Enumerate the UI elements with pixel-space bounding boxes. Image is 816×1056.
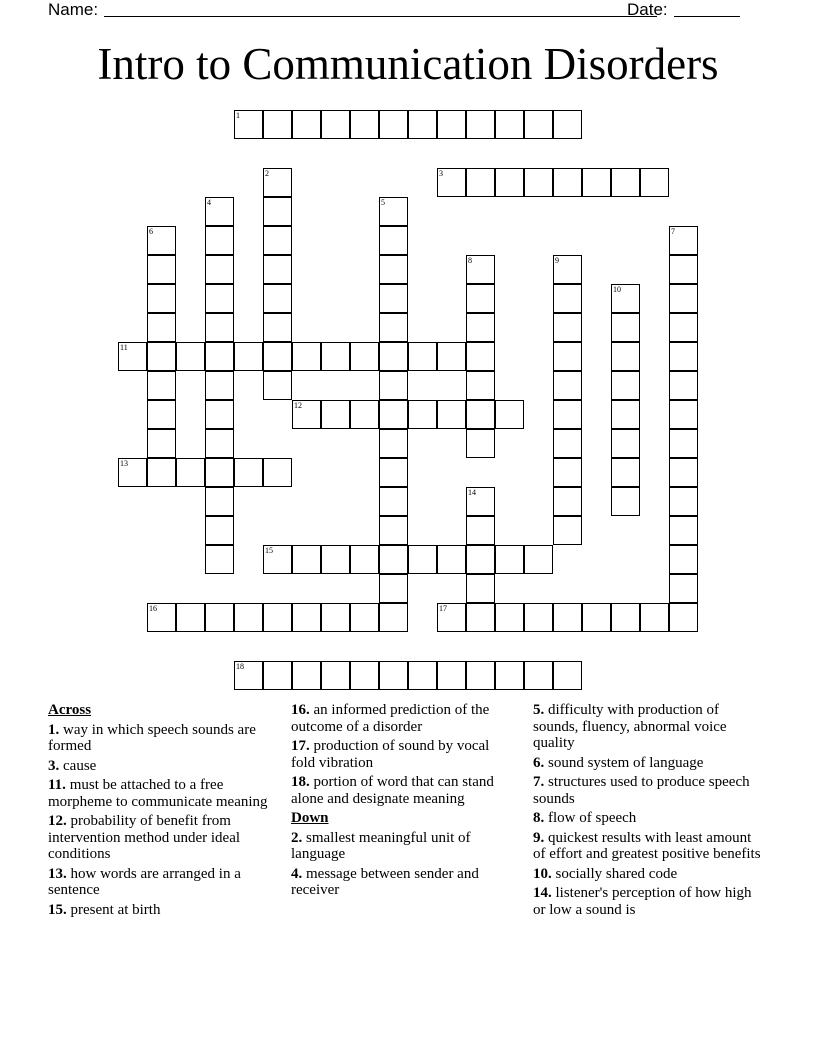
grid-cell[interactable] xyxy=(669,458,698,487)
clue-number: 9 xyxy=(555,256,559,265)
grid-cell[interactable] xyxy=(234,342,263,371)
grid-cell[interactable] xyxy=(350,342,379,371)
grid-cell[interactable] xyxy=(669,429,698,458)
grid-cell[interactable] xyxy=(408,110,437,139)
grid-cell[interactable] xyxy=(263,168,292,197)
grid-cell[interactable] xyxy=(321,110,350,139)
clue-number: 12 xyxy=(294,401,302,410)
grid-cell[interactable] xyxy=(553,110,582,139)
grid-cell[interactable] xyxy=(263,342,292,371)
grid-cell[interactable] xyxy=(147,400,176,429)
across-clue: 18. portion of word that can stand alone and designate meaning xyxy=(291,774,494,807)
grid-cell[interactable] xyxy=(553,168,582,197)
across-clue: 12. probability of benefit from intervention method under ideal conditions xyxy=(48,813,241,862)
grid-cell[interactable] xyxy=(263,255,292,284)
grid-cell[interactable] xyxy=(640,168,669,197)
grid-cell[interactable] xyxy=(466,429,495,458)
grid-cell[interactable] xyxy=(495,661,524,690)
grid-cell[interactable] xyxy=(669,226,698,255)
name-label: Name: xyxy=(48,0,99,19)
grid-cell[interactable] xyxy=(495,110,524,139)
grid-cell[interactable] xyxy=(292,603,321,632)
grid-cell[interactable] xyxy=(466,168,495,197)
grid-cell[interactable] xyxy=(466,661,495,690)
grid-cell[interactable] xyxy=(147,255,176,284)
grid-cell[interactable] xyxy=(379,197,408,226)
grid-cell[interactable] xyxy=(669,545,698,574)
clue-number: 6 xyxy=(149,227,153,236)
grid-cell[interactable] xyxy=(205,226,234,255)
grid-cell[interactable] xyxy=(553,661,582,690)
across-clue: 11. must be attached to a free morpheme to communicate meaning xyxy=(48,777,268,810)
grid-cell[interactable] xyxy=(553,342,582,371)
grid-cell[interactable] xyxy=(321,661,350,690)
grid-cell[interactable] xyxy=(205,284,234,313)
down-clue: 8. flow of speech xyxy=(533,810,637,826)
grid-cell[interactable] xyxy=(147,429,176,458)
grid-cell[interactable] xyxy=(437,168,466,197)
down-clue: 7. structures used to produce speech sounds xyxy=(533,774,750,807)
grid-cell[interactable] xyxy=(205,400,234,429)
grid-cell[interactable] xyxy=(292,110,321,139)
grid-cell[interactable] xyxy=(147,342,176,371)
clue-number: 2 xyxy=(265,169,269,178)
clues-column-3 xyxy=(533,702,763,921)
grid-cell[interactable] xyxy=(524,168,553,197)
down-clue: 9. quickest results with least amount of effort and greatest positive benefits xyxy=(533,829,761,862)
clue-number: 11 xyxy=(120,343,128,352)
grid-cell[interactable] xyxy=(553,371,582,400)
grid-cell[interactable] xyxy=(321,342,350,371)
grid-cell[interactable] xyxy=(350,603,379,632)
grid-cell[interactable] xyxy=(205,487,234,516)
grid-cell[interactable] xyxy=(147,226,176,255)
grid-cell[interactable] xyxy=(263,197,292,226)
grid-cell[interactable] xyxy=(350,400,379,429)
grid-cell[interactable] xyxy=(582,168,611,197)
clue-number: 16 xyxy=(149,604,157,613)
grid-cell[interactable] xyxy=(205,603,234,632)
grid-cell[interactable] xyxy=(205,313,234,342)
grid-cell[interactable] xyxy=(611,400,640,429)
clue-number: 14 xyxy=(468,488,476,497)
grid-cell[interactable] xyxy=(611,371,640,400)
grid-cell[interactable] xyxy=(379,545,408,574)
grid-cell[interactable] xyxy=(669,400,698,429)
clue-number: 10 xyxy=(613,285,621,294)
clue-number: 15 xyxy=(265,546,273,555)
down-clue: 6. sound system of language xyxy=(533,754,704,771)
clues-column-2 xyxy=(291,702,511,902)
grid-cell[interactable] xyxy=(292,342,321,371)
grid-cell[interactable] xyxy=(205,197,234,226)
grid-cell[interactable] xyxy=(147,458,176,487)
grid-cell[interactable] xyxy=(176,342,205,371)
grid-cell[interactable] xyxy=(205,255,234,284)
clue-number: 13 xyxy=(120,459,128,468)
grid-cell[interactable] xyxy=(611,342,640,371)
grid-cell[interactable] xyxy=(176,603,205,632)
grid-cell[interactable] xyxy=(582,603,611,632)
grid-cell[interactable] xyxy=(263,371,292,400)
grid-cell[interactable] xyxy=(292,545,321,574)
grid-cell[interactable] xyxy=(147,313,176,342)
grid-cell[interactable] xyxy=(379,574,408,603)
grid-cell[interactable] xyxy=(553,255,582,284)
grid-cell[interactable] xyxy=(611,168,640,197)
grid-cell[interactable] xyxy=(118,458,147,487)
clue-number: 17 xyxy=(439,604,447,613)
grid-cell[interactable] xyxy=(611,603,640,632)
grid-cell[interactable] xyxy=(379,313,408,342)
grid-cell[interactable] xyxy=(147,603,176,632)
grid-cell[interactable] xyxy=(437,545,466,574)
grid-cell[interactable] xyxy=(669,255,698,284)
grid-cell[interactable] xyxy=(669,516,698,545)
grid-cell[interactable] xyxy=(553,400,582,429)
grid-cell[interactable] xyxy=(437,661,466,690)
grid-cell[interactable] xyxy=(379,284,408,313)
grid-cell[interactable] xyxy=(379,226,408,255)
grid-cell[interactable] xyxy=(611,284,640,313)
grid-cell[interactable] xyxy=(263,458,292,487)
grid-cell[interactable] xyxy=(495,400,524,429)
grid-cell[interactable] xyxy=(553,487,582,516)
grid-cell[interactable] xyxy=(553,429,582,458)
down-clue: 5. difficulty with production of sounds, fluency, abnormal voice quality xyxy=(533,702,727,751)
grid-cell[interactable] xyxy=(466,603,495,632)
grid-cell[interactable] xyxy=(611,313,640,342)
grid-cell[interactable] xyxy=(321,545,350,574)
grid-cell[interactable] xyxy=(408,545,437,574)
grid-cell[interactable] xyxy=(147,371,176,400)
grid-cell[interactable] xyxy=(205,458,234,487)
grid-cell[interactable] xyxy=(234,110,263,139)
down-clue: 14. listener's perception of how high or low a sound is xyxy=(533,885,752,918)
across-clue: 17. production of sound by vocal fold vibration xyxy=(291,738,490,771)
grid-cell[interactable] xyxy=(292,400,321,429)
across-clue: 16. an informed prediction of the outcome of a disorder xyxy=(291,702,490,735)
page-title: Intro to Communication Disorders xyxy=(97,39,719,89)
grid-cell[interactable] xyxy=(408,342,437,371)
grid-cell[interactable] xyxy=(611,487,640,516)
grid-cell[interactable] xyxy=(379,371,408,400)
clue-number: 8 xyxy=(468,256,472,265)
grid-cell[interactable] xyxy=(524,545,553,574)
clue-number: 5 xyxy=(381,198,385,207)
grid-cell[interactable] xyxy=(611,429,640,458)
grid-cell[interactable] xyxy=(408,661,437,690)
down-clue: 10. socially shared code xyxy=(533,865,678,882)
grid-cell[interactable] xyxy=(669,284,698,313)
grid-cell[interactable] xyxy=(640,603,669,632)
grid-cell[interactable] xyxy=(205,342,234,371)
grid-cell[interactable] xyxy=(321,400,350,429)
grid-cell[interactable] xyxy=(379,400,408,429)
grid-cell[interactable] xyxy=(437,400,466,429)
grid-cell[interactable] xyxy=(466,342,495,371)
grid-cell[interactable] xyxy=(669,574,698,603)
clue-number: 18 xyxy=(236,662,244,671)
grid-cell[interactable] xyxy=(495,168,524,197)
grid-cell[interactable] xyxy=(466,487,495,516)
grid-cell[interactable] xyxy=(263,603,292,632)
grid-cell[interactable] xyxy=(263,313,292,342)
down-heading: Down xyxy=(291,810,329,826)
grid-cell[interactable] xyxy=(524,603,553,632)
grid-cell[interactable] xyxy=(205,545,234,574)
grid-cell[interactable] xyxy=(466,574,495,603)
grid-cell[interactable] xyxy=(147,284,176,313)
grid-cell[interactable] xyxy=(553,284,582,313)
grid-cell[interactable] xyxy=(495,603,524,632)
grid-cell[interactable] xyxy=(234,458,263,487)
across-heading: Across xyxy=(48,702,92,718)
grid-cell[interactable] xyxy=(379,255,408,284)
clues-column-1 xyxy=(48,702,278,921)
grid-cell[interactable] xyxy=(350,661,379,690)
down-clue: 4. message between sender and receiver xyxy=(291,865,479,898)
grid-cell[interactable] xyxy=(263,661,292,690)
grid-cell[interactable] xyxy=(611,458,640,487)
grid-cell[interactable] xyxy=(205,429,234,458)
across-clue: 3. cause xyxy=(48,757,97,774)
grid-cell[interactable] xyxy=(263,226,292,255)
grid-cell[interactable] xyxy=(263,110,292,139)
grid-cell[interactable] xyxy=(234,661,263,690)
grid-cell[interactable] xyxy=(553,603,582,632)
grid-cell[interactable] xyxy=(350,110,379,139)
grid-cell[interactable] xyxy=(466,110,495,139)
grid-cell[interactable] xyxy=(669,342,698,371)
grid-cell[interactable] xyxy=(553,458,582,487)
grid-cell[interactable] xyxy=(176,458,205,487)
grid-cell[interactable] xyxy=(495,545,524,574)
clue-number: 7 xyxy=(671,227,675,236)
grid-cell[interactable] xyxy=(466,516,495,545)
grid-cell[interactable] xyxy=(408,400,437,429)
grid-cell[interactable] xyxy=(379,110,408,139)
grid-cell[interactable] xyxy=(350,545,379,574)
grid-cell[interactable] xyxy=(669,313,698,342)
grid-cell[interactable] xyxy=(292,661,321,690)
grid-cell[interactable] xyxy=(205,371,234,400)
clue-number: 1 xyxy=(236,111,240,120)
grid-cell[interactable] xyxy=(379,661,408,690)
grid-cell[interactable] xyxy=(669,371,698,400)
grid-cell[interactable] xyxy=(379,487,408,516)
grid-cell[interactable] xyxy=(321,603,350,632)
down-clue: 2. smallest meaningful unit of language xyxy=(291,829,471,862)
grid-cell[interactable] xyxy=(466,313,495,342)
grid-cell[interactable] xyxy=(437,603,466,632)
grid-cell[interactable] xyxy=(524,110,553,139)
across-clue: 1. way in which speech sounds are formed xyxy=(48,721,256,754)
grid-cell[interactable] xyxy=(379,429,408,458)
grid-cell[interactable] xyxy=(466,284,495,313)
grid-cell[interactable] xyxy=(669,603,698,632)
grid-cell[interactable] xyxy=(466,400,495,429)
grid-cell[interactable] xyxy=(379,603,408,632)
grid-cell[interactable] xyxy=(437,110,466,139)
clue-number: 4 xyxy=(207,198,211,207)
grid-cell[interactable] xyxy=(466,255,495,284)
grid-cell[interactable] xyxy=(379,516,408,545)
grid-cell[interactable] xyxy=(553,313,582,342)
grid-cell[interactable] xyxy=(466,545,495,574)
grid-cell[interactable] xyxy=(263,284,292,313)
grid-cell[interactable] xyxy=(437,342,466,371)
grid-cell[interactable] xyxy=(379,458,408,487)
grid-cell[interactable] xyxy=(524,661,553,690)
date-label: Date: xyxy=(627,0,668,19)
across-clue: 13. how words are arranged in a sentence xyxy=(48,865,241,898)
grid-cell[interactable] xyxy=(234,603,263,632)
grid-cell[interactable] xyxy=(118,342,147,371)
grid-cell[interactable] xyxy=(379,342,408,371)
grid-cell[interactable] xyxy=(669,487,698,516)
grid-cell[interactable] xyxy=(553,516,582,545)
grid-cell[interactable] xyxy=(466,371,495,400)
grid-cell[interactable] xyxy=(205,516,234,545)
grid-cell[interactable] xyxy=(263,545,292,574)
clue-number: 3 xyxy=(439,169,443,178)
across-clue: 15. present at birth xyxy=(48,901,161,918)
